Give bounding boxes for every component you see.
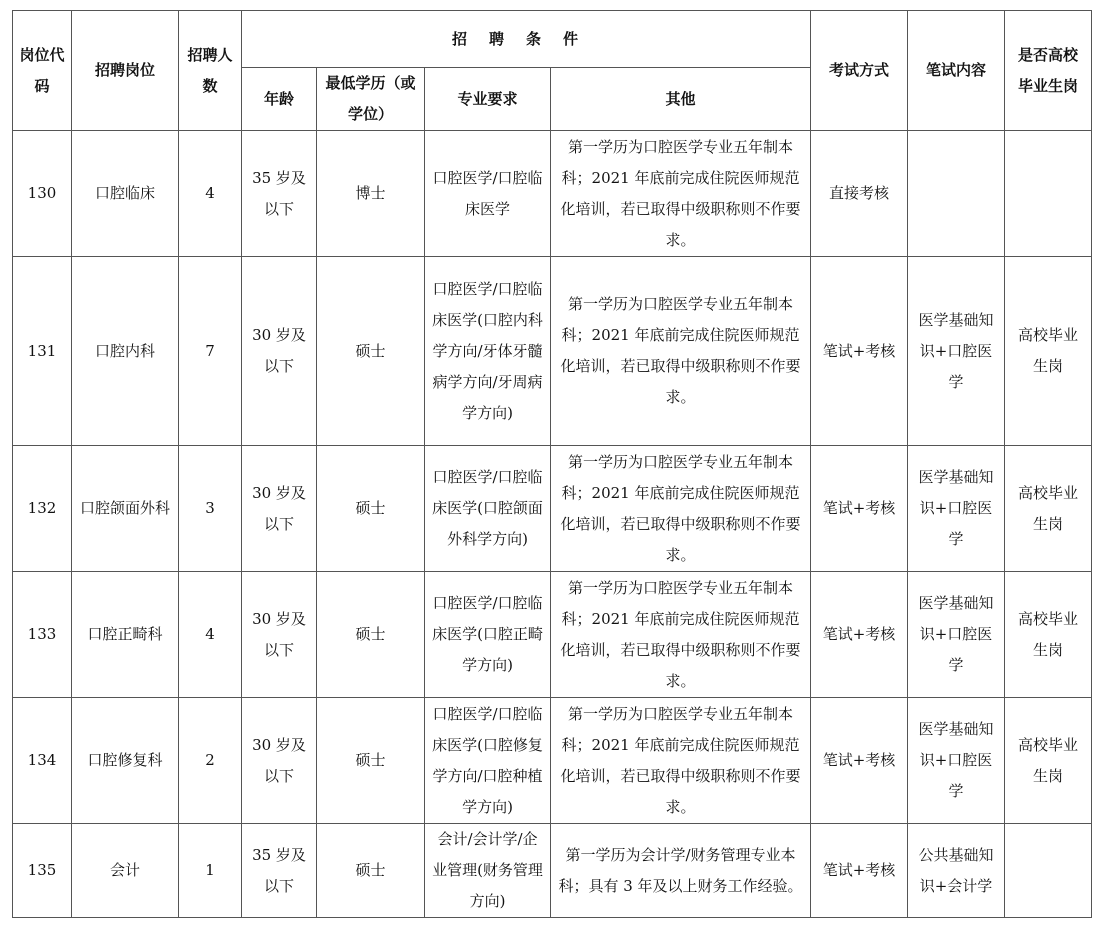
cell-count: 4 (179, 572, 242, 698)
cell-count: 7 (179, 257, 242, 446)
cell-written: 医学基础知识+口腔医学 (908, 572, 1005, 698)
cell-major: 口腔医学/口腔临床医学 (425, 131, 551, 257)
cell-degree: 硕士 (317, 824, 425, 918)
cell-other: 第一学历为口腔医学专业五年制本科；2021 年底前完成住院医师规范化培训，若已取得中级职称则不作要求。 (551, 446, 811, 572)
cell-age: 30 岁及以下 (242, 257, 317, 446)
cell-written: 医学基础知识+口腔医学 (908, 257, 1005, 446)
cell-exam: 笔试+考核 (811, 446, 908, 572)
header-grad: 是否高校毕业生岗 (1005, 11, 1092, 131)
cell-count: 2 (179, 698, 242, 824)
cell-exam: 笔试+考核 (811, 257, 908, 446)
cell-degree: 硕士 (317, 257, 425, 446)
header-position: 招聘岗位 (72, 11, 179, 131)
cell-grad: 高校毕业生岗 (1005, 446, 1092, 572)
table-row (13, 824, 1092, 918)
table-row (13, 131, 1092, 257)
cell-code: 133 (13, 572, 72, 698)
header-code: 岗位代码 (13, 11, 72, 131)
cell-count: 1 (179, 824, 242, 918)
cell-major: 会计/会计学/企业管理(财务管理方向) (425, 824, 551, 918)
cell-code: 131 (13, 257, 72, 446)
table-row (13, 698, 1092, 824)
header-degree: 最低学历（或学位） (317, 68, 425, 131)
header-written: 笔试内容 (908, 11, 1005, 131)
header-other: 其他 (551, 68, 811, 131)
cell-other: 第一学历为会计学/财务管理专业本科；具有 3 年及以上财务工作经验。 (551, 824, 811, 918)
cell-position: 口腔临床 (72, 131, 179, 257)
cell-age: 30 岁及以下 (242, 446, 317, 572)
cell-grad (1005, 131, 1092, 257)
cell-major: 口腔医学/口腔临床医学(口腔修复学方向/口腔种植学方向) (425, 698, 551, 824)
cell-age: 30 岁及以下 (242, 698, 317, 824)
cell-degree: 博士 (317, 131, 425, 257)
cell-written: 公共基础知识+会计学 (908, 824, 1005, 918)
cell-code: 132 (13, 446, 72, 572)
cell-code: 134 (13, 698, 72, 824)
header-exam: 考试方式 (811, 11, 908, 131)
cell-age: 35 岁及以下 (242, 131, 317, 257)
cell-exam: 直接考核 (811, 131, 908, 257)
cell-degree: 硕士 (317, 446, 425, 572)
header-major: 专业要求 (425, 68, 551, 131)
cell-major: 口腔医学/口腔临床医学(口腔正畸学方向) (425, 572, 551, 698)
cell-exam: 笔试+考核 (811, 698, 908, 824)
cell-written: 医学基础知识+口腔医学 (908, 446, 1005, 572)
cell-major: 口腔医学/口腔临床医学(口腔颌面外科学方向) (425, 446, 551, 572)
cell-code: 135 (13, 824, 72, 918)
header-count: 招聘人数 (179, 11, 242, 131)
header-age: 年龄 (242, 68, 317, 131)
cell-position: 口腔颌面外科 (72, 446, 179, 572)
recruitment-table (12, 10, 1092, 918)
cell-count: 3 (179, 446, 242, 572)
cell-age: 35 岁及以下 (242, 824, 317, 918)
cell-other: 第一学历为口腔医学专业五年制本科；2021 年底前完成住院医师规范化培训，若已取得中级职称则不作要求。 (551, 698, 811, 824)
cell-grad (1005, 824, 1092, 918)
cell-position: 会计 (72, 824, 179, 918)
cell-major: 口腔医学/口腔临床医学(口腔内科学方向/牙体牙髓病学方向/牙周病学方向) (425, 257, 551, 446)
cell-grad: 高校毕业生岗 (1005, 257, 1092, 446)
table-row (13, 446, 1092, 572)
cell-written: 医学基础知识+口腔医学 (908, 698, 1005, 824)
cell-count: 4 (179, 131, 242, 257)
cell-exam: 笔试+考核 (811, 572, 908, 698)
cell-position: 口腔内科 (72, 257, 179, 446)
cell-code: 130 (13, 131, 72, 257)
cell-other: 第一学历为口腔医学专业五年制本科；2021 年底前完成住院医师规范化培训，若已取得中级职称则不作要求。 (551, 572, 811, 698)
cell-other: 第一学历为口腔医学专业五年制本科；2021 年底前完成住院医师规范化培训，若已取得中级职称则不作要求。 (551, 257, 811, 446)
cell-position: 口腔修复科 (72, 698, 179, 824)
table-row (13, 572, 1092, 698)
cell-degree: 硕士 (317, 572, 425, 698)
cell-written (908, 131, 1005, 257)
cell-grad: 高校毕业生岗 (1005, 698, 1092, 824)
cell-age: 30 岁及以下 (242, 572, 317, 698)
cell-degree: 硕士 (317, 698, 425, 824)
cell-grad: 高校毕业生岗 (1005, 572, 1092, 698)
header-conditions: 招聘条件 (242, 11, 811, 68)
cell-other: 第一学历为口腔医学专业五年制本科；2021 年底前完成住院医师规范化培训，若已取得中级职称则不作要求。 (551, 131, 811, 257)
cell-position: 口腔正畸科 (72, 572, 179, 698)
table-row (13, 257, 1092, 446)
cell-exam: 笔试+考核 (811, 824, 908, 918)
